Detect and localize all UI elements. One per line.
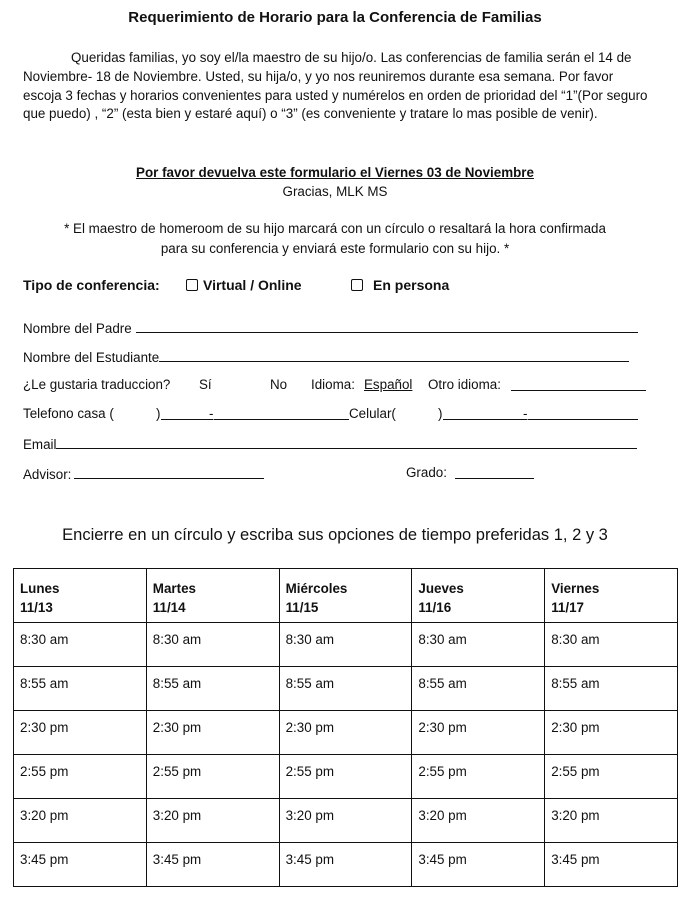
day-date: 11/17	[551, 600, 584, 615]
advisor-field[interactable]	[74, 465, 264, 479]
day-name: Lunes	[20, 581, 60, 596]
email-field[interactable]	[56, 435, 637, 449]
advisor-label: Advisor:	[23, 467, 72, 482]
return-notice-block	[0, 163, 670, 201]
virtual-option[interactable]	[186, 277, 302, 293]
time-slot[interactable]: 8:55 am	[146, 667, 279, 711]
day-date: 11/13	[20, 600, 53, 615]
time-slot[interactable]: 2:55 pm	[545, 755, 678, 799]
schedule-header-row	[14, 569, 678, 623]
email-row	[23, 435, 637, 452]
home-phone-number-field[interactable]	[214, 406, 349, 420]
parent-name-field[interactable]	[136, 319, 638, 333]
time-row	[14, 799, 678, 843]
time-row	[14, 755, 678, 799]
parent-name-row	[23, 319, 638, 336]
schedule-heading: Encierre en un círculo y escriba sus opciones de tiempo preferidas 1, 2 y 3	[62, 526, 608, 544]
virtual-checkbox[interactable]	[186, 279, 198, 291]
time-row	[14, 711, 678, 755]
time-slot[interactable]: 3:45 pm	[279, 843, 412, 887]
student-name-row	[23, 348, 629, 365]
time-slot[interactable]: 2:30 pm	[279, 711, 412, 755]
time-slot[interactable]: 2:55 pm	[14, 755, 147, 799]
time-slot[interactable]: 3:45 pm	[412, 843, 545, 887]
time-slot[interactable]: 2:55 pm	[412, 755, 545, 799]
conference-type-row	[23, 277, 450, 293]
time-slot[interactable]: 2:55 pm	[279, 755, 412, 799]
translation-row	[23, 377, 653, 392]
other-language-field[interactable]	[511, 377, 646, 391]
time-row	[14, 843, 678, 887]
day-header	[279, 569, 412, 623]
day-date: 11/15	[285, 600, 319, 615]
cell-phone-label: Celular(	[349, 406, 396, 421]
time-slot[interactable]: 2:30 pm	[146, 711, 279, 755]
time-slot[interactable]: 8:30 am	[146, 623, 279, 667]
time-row	[14, 623, 678, 667]
day-header	[146, 569, 279, 623]
time-slot[interactable]: 2:30 pm	[412, 711, 545, 755]
student-name-field[interactable]	[159, 348, 629, 362]
time-slot[interactable]: 8:30 am	[412, 623, 545, 667]
time-slot[interactable]: 8:30 am	[14, 623, 147, 667]
time-slot[interactable]: 2:30 pm	[545, 711, 678, 755]
time-slot[interactable]: 3:20 pm	[545, 799, 678, 843]
time-slot[interactable]: 8:55 am	[412, 667, 545, 711]
advisor-grade-row	[23, 465, 653, 482]
time-slot[interactable]: 3:20 pm	[279, 799, 412, 843]
day-name: Miércoles	[285, 581, 348, 596]
home-phone-prefix-field[interactable]	[161, 406, 209, 420]
thanks-text: Gracias, MLK MS	[282, 184, 388, 199]
time-slot[interactable]: 3:20 pm	[146, 799, 279, 843]
language-label: Idioma:	[311, 377, 355, 392]
time-slot[interactable]: 2:55 pm	[146, 755, 279, 799]
page-title: Requerimiento de Horario para la Conferencia de Familias	[128, 9, 542, 26]
cell-phone-paren: )	[438, 406, 443, 421]
cell-phone-number-field[interactable]	[528, 406, 638, 420]
day-header	[14, 569, 147, 623]
note-line-1: * El maestro de homeroom de su hijo marcará con un círculo o resaltará la hora confirmada	[64, 221, 606, 236]
time-slot[interactable]: 3:20 pm	[412, 799, 545, 843]
in-person-option-label: En persona	[373, 277, 450, 293]
virtual-option-label: Virtual / Online	[203, 277, 302, 293]
time-slot[interactable]: 8:30 am	[279, 623, 412, 667]
time-slot[interactable]: 3:45 pm	[146, 843, 279, 887]
grade-label: Grado:	[406, 465, 447, 480]
phone-row	[23, 406, 653, 421]
time-slot[interactable]: 3:20 pm	[14, 799, 147, 843]
day-name: Jueves	[418, 581, 464, 596]
cell-phone-prefix-field[interactable]	[443, 406, 523, 420]
email-label: Email	[23, 437, 57, 452]
time-slot[interactable]: 8:55 am	[279, 667, 412, 711]
day-name: Martes	[152, 581, 196, 596]
cell-phone-dash: -	[523, 406, 528, 421]
homeroom-note	[0, 219, 670, 258]
time-slot[interactable]: 8:30 am	[545, 623, 678, 667]
day-name: Viernes	[551, 581, 600, 596]
translation-yes[interactable]: Sí	[199, 377, 212, 392]
note-line-2: para su conferencia y enviará este formulario con su hijo. *	[160, 240, 510, 256]
day-date: 11/16	[418, 600, 452, 615]
time-slot[interactable]: 2:30 pm	[14, 711, 147, 755]
intro-paragraph	[23, 49, 651, 124]
time-slot[interactable]: 8:55 am	[14, 667, 147, 711]
day-header	[545, 569, 678, 623]
return-notice: Por favor devuelva este formulario el Viernes 03 de Noviembre	[136, 165, 534, 180]
intro-text: Queridas familias, yo soy el/la maestro de su hijo/o. Las conferencias de familia serán el 14 de Noviembre- 18 de Noviembre. Usted, su hija/o, y yo nos reuniremos durante esa semana. Por favor escoja 3 fechas y horarios convenientes para usted y numérelos en orden de prioridad del “1”(Por seguro que puedo) , “2” (esta bien y estaré aquí) o “3” (es conveniente y tratare lo mas posible de venir).	[23, 50, 648, 122]
in-person-checkbox[interactable]	[351, 279, 363, 291]
time-row	[14, 667, 678, 711]
translation-no[interactable]: No	[270, 377, 288, 392]
home-phone-label: Telefono casa (	[23, 406, 114, 421]
home-phone-paren: )	[156, 406, 161, 421]
day-date: 11/14	[152, 600, 186, 615]
conference-type-label: Tipo de conferencia:	[23, 277, 160, 293]
other-language-label: Otro idioma:	[428, 377, 501, 392]
grade-field[interactable]	[455, 465, 534, 479]
time-slot[interactable]: 8:55 am	[545, 667, 678, 711]
time-slot[interactable]: 3:45 pm	[545, 843, 678, 887]
day-header	[412, 569, 545, 623]
schedule-body	[14, 623, 678, 887]
parent-name-label: Nombre del Padre	[23, 321, 132, 336]
student-name-label: Nombre del Estudiante	[23, 350, 160, 365]
language-value: Español	[364, 377, 413, 392]
schedule-table	[13, 568, 678, 887]
in-person-option[interactable]	[351, 277, 449, 293]
home-phone-dash: -	[209, 406, 214, 421]
time-slot[interactable]: 3:45 pm	[14, 843, 147, 887]
translation-label: ¿Le gustaria traduccion?	[23, 377, 171, 392]
